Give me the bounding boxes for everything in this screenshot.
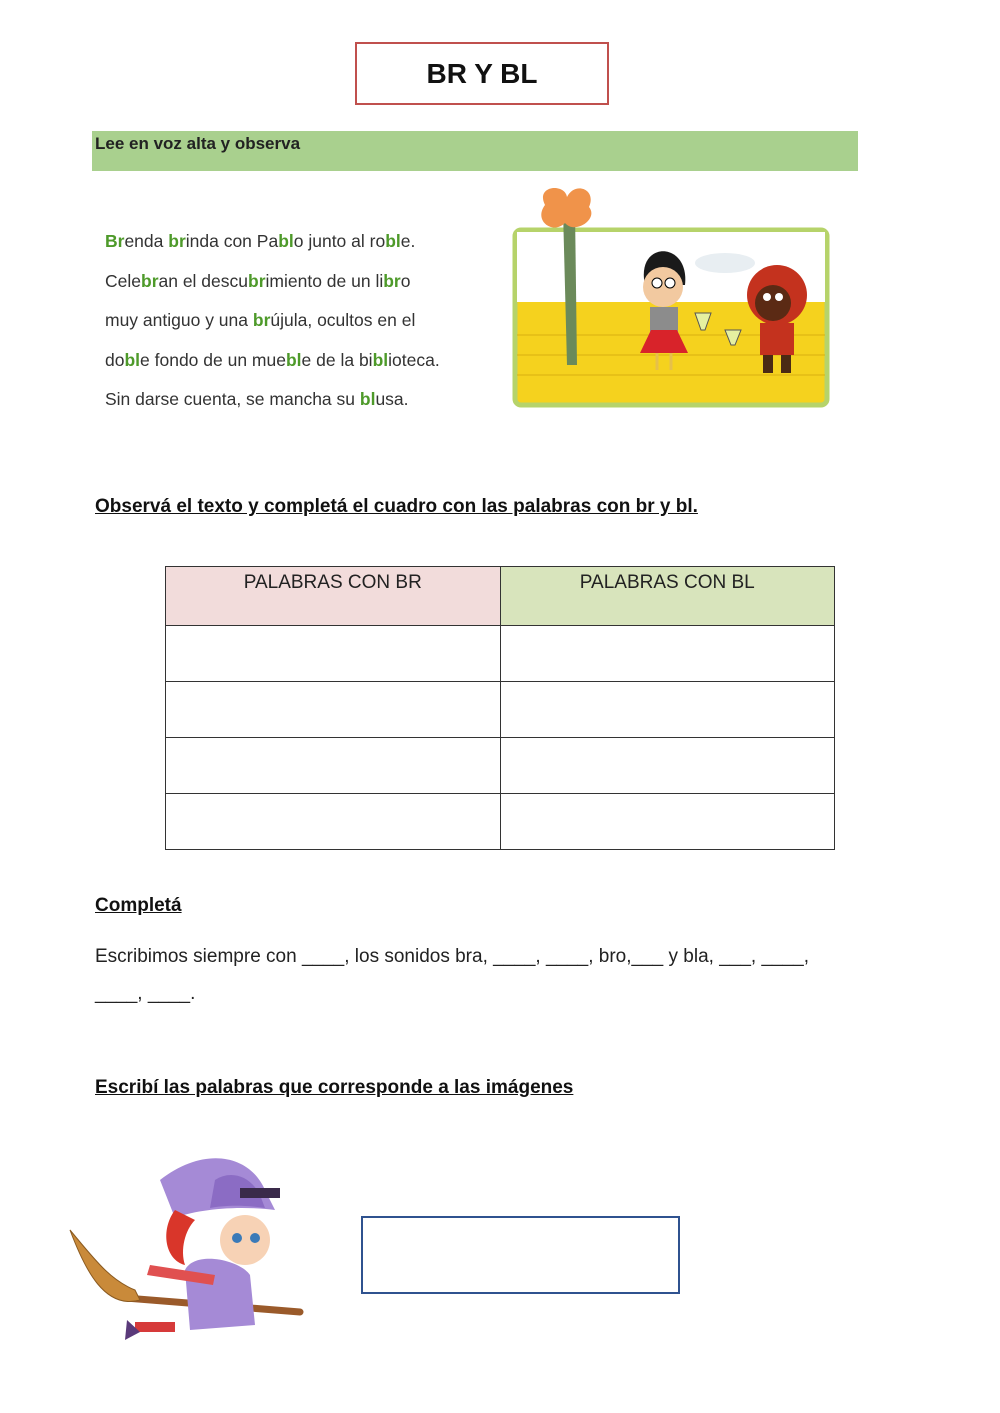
- story-illustration: [505, 185, 835, 420]
- highlighted-letters: bl: [285, 349, 302, 370]
- table-row: [166, 738, 835, 794]
- highlighted-letters: br: [168, 231, 186, 251]
- highlighted-letters: bl: [385, 231, 401, 251]
- br-bl-table: [165, 566, 835, 850]
- reading-line: [105, 222, 505, 262]
- witch-on-broom-image: [65, 1150, 310, 1370]
- complete-heading: Completá: [95, 895, 182, 916]
- column-header-br: PALABRAS CON BR: [166, 567, 501, 626]
- reading-text: o junto al ro: [293, 231, 386, 251]
- reading-text: inda con Pa: [185, 231, 279, 251]
- highlighted-letters: br: [252, 310, 271, 330]
- table-row: [166, 682, 835, 738]
- answer-box[interactable]: [361, 1216, 680, 1294]
- br-word-cell[interactable]: [166, 794, 501, 850]
- reading-text: e fondo de un mue: [140, 349, 286, 370]
- bl-word-cell[interactable]: [500, 794, 835, 850]
- reading-text: o: [400, 270, 411, 291]
- reading-line: [105, 301, 505, 341]
- reading-text: e de la bi: [301, 349, 373, 370]
- reading-text: do: [105, 349, 125, 370]
- reading-text: Sin darse cuenta, se mancha su: [105, 389, 360, 409]
- highlighted-letters: bl: [278, 231, 294, 251]
- bl-word-cell[interactable]: [500, 682, 835, 738]
- reading-line: [105, 341, 505, 381]
- bl-word-cell[interactable]: [500, 626, 835, 682]
- highlighted-letters: Br: [105, 231, 125, 251]
- reading-text: an el descu: [158, 270, 249, 291]
- fill-in-line-2[interactable]: ____, ____.: [95, 983, 196, 1004]
- table-row: [166, 794, 835, 850]
- images-heading: Escribí las palabras que corresponde a las imágenes: [95, 1077, 574, 1098]
- br-word-cell[interactable]: [166, 682, 501, 738]
- reading-text: ioteca.: [388, 349, 440, 370]
- reading-text: e.: [400, 231, 416, 251]
- reading-text: újula, ocultos en el: [270, 310, 416, 330]
- reading-text: usa.: [375, 389, 409, 409]
- table-row: [166, 626, 835, 682]
- table-instruction-heading: Observá el texto y completá el cuadro con las palabras con br y bl.: [95, 496, 698, 517]
- reading-text: muy antiguo y una: [105, 310, 253, 330]
- reading-line: [105, 380, 505, 420]
- highlighted-letters: br: [248, 270, 266, 291]
- br-word-cell[interactable]: [166, 738, 501, 794]
- reading-line: [105, 262, 505, 302]
- fill-in-paragraph: [95, 938, 915, 1012]
- reading-passage: [105, 222, 505, 420]
- instruction-banner: Lee en voz alta y observa: [92, 131, 858, 171]
- highlighted-letters: br: [141, 270, 159, 291]
- page-title: BR Y BL: [355, 42, 609, 105]
- reading-text: Cele: [105, 270, 141, 291]
- highlighted-letters: bl: [359, 389, 376, 409]
- highlighted-letters: bl: [124, 349, 141, 370]
- highlighted-letters: br: [383, 270, 401, 291]
- fill-in-line-1[interactable]: Escribimos siempre con ____, los sonidos bra, ____, ____, bro,___ y bla, ___, ____,: [95, 946, 809, 967]
- column-header-bl: PALABRAS CON BL: [500, 567, 835, 626]
- reading-text: imiento de un li: [265, 270, 384, 291]
- highlighted-letters: bl: [372, 349, 389, 370]
- bl-word-cell[interactable]: [500, 738, 835, 794]
- reading-text: enda: [124, 231, 169, 251]
- br-word-cell[interactable]: [166, 626, 501, 682]
